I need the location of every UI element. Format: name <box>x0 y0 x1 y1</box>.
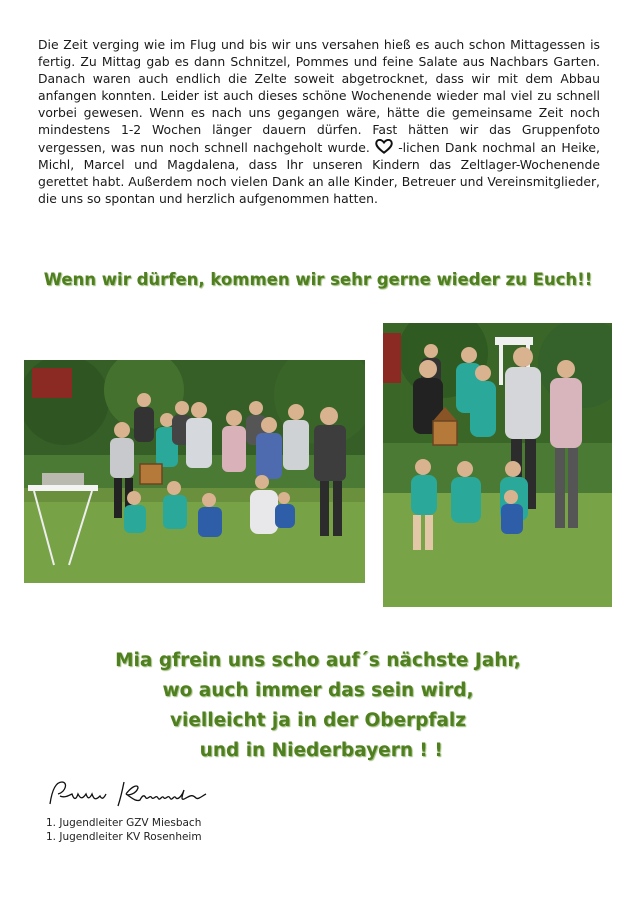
signature-title-2: 1. Jugendleiter KV Rosenheim <box>46 831 202 843</box>
body-paragraph <box>38 36 600 207</box>
heart-icon <box>375 139 393 153</box>
group-photo-1 <box>24 360 365 583</box>
closing-line-1: Mia gfrein uns scho auf´s nächste Jahr, <box>115 650 521 671</box>
body-text-part1: Die Zeit verging wie im Flug und bis wir uns versahen hieß es auch schon Mittagessen is fertig. Zu Mittag gab es dann Schnitzel, Pommes und feine Salate aus Nachbars Garten. Danach waren auch endlich die Zelte soweit abgetrocknet, dass wir mit dem Abbau anfangen konnten. Leider ist auch dieses schöne Wochenende wieder mal viel zu schnell vorbei gewesen. Wenn es nach uns gegangen wäre, hätte die gemeinsame Zeit noch mindestens 1-2 Wochen länger dauern dürfen. Fast hätten wir das Gruppenfoto vergessen, was nun noch schnell nachgeholt wurde. <box>38 37 600 155</box>
closing-line-3: vielleicht ja in der Oberpfalz <box>169 710 467 731</box>
group-photo-2 <box>383 323 612 607</box>
slogan-heading: Wenn wir dürfen, kommen wir sehr gerne wieder zu Euch!! <box>43 270 593 289</box>
signature-title-1: 1. Jugendleiter GZV Miesbach <box>46 817 202 829</box>
handwritten-signature <box>46 776 216 812</box>
body-text-part2: -lichen Dank nochmal an Heike, Michl, Marcel und Magdalena, dass Ihr unseren Kindern das Zeltlager-Wochenende gerettet habt. Außerdem noch vielen Dank an alle Kinder, Betreuer und Vereinsmitglieder, die uns so spontan und herzlich aufgenommen hatten. <box>38 139 600 206</box>
closing-line-2: wo auch immer das sein wird, <box>162 680 474 701</box>
closing-message <box>0 646 636 766</box>
closing-line-4: und in Niederbayern ! ! <box>193 740 443 761</box>
